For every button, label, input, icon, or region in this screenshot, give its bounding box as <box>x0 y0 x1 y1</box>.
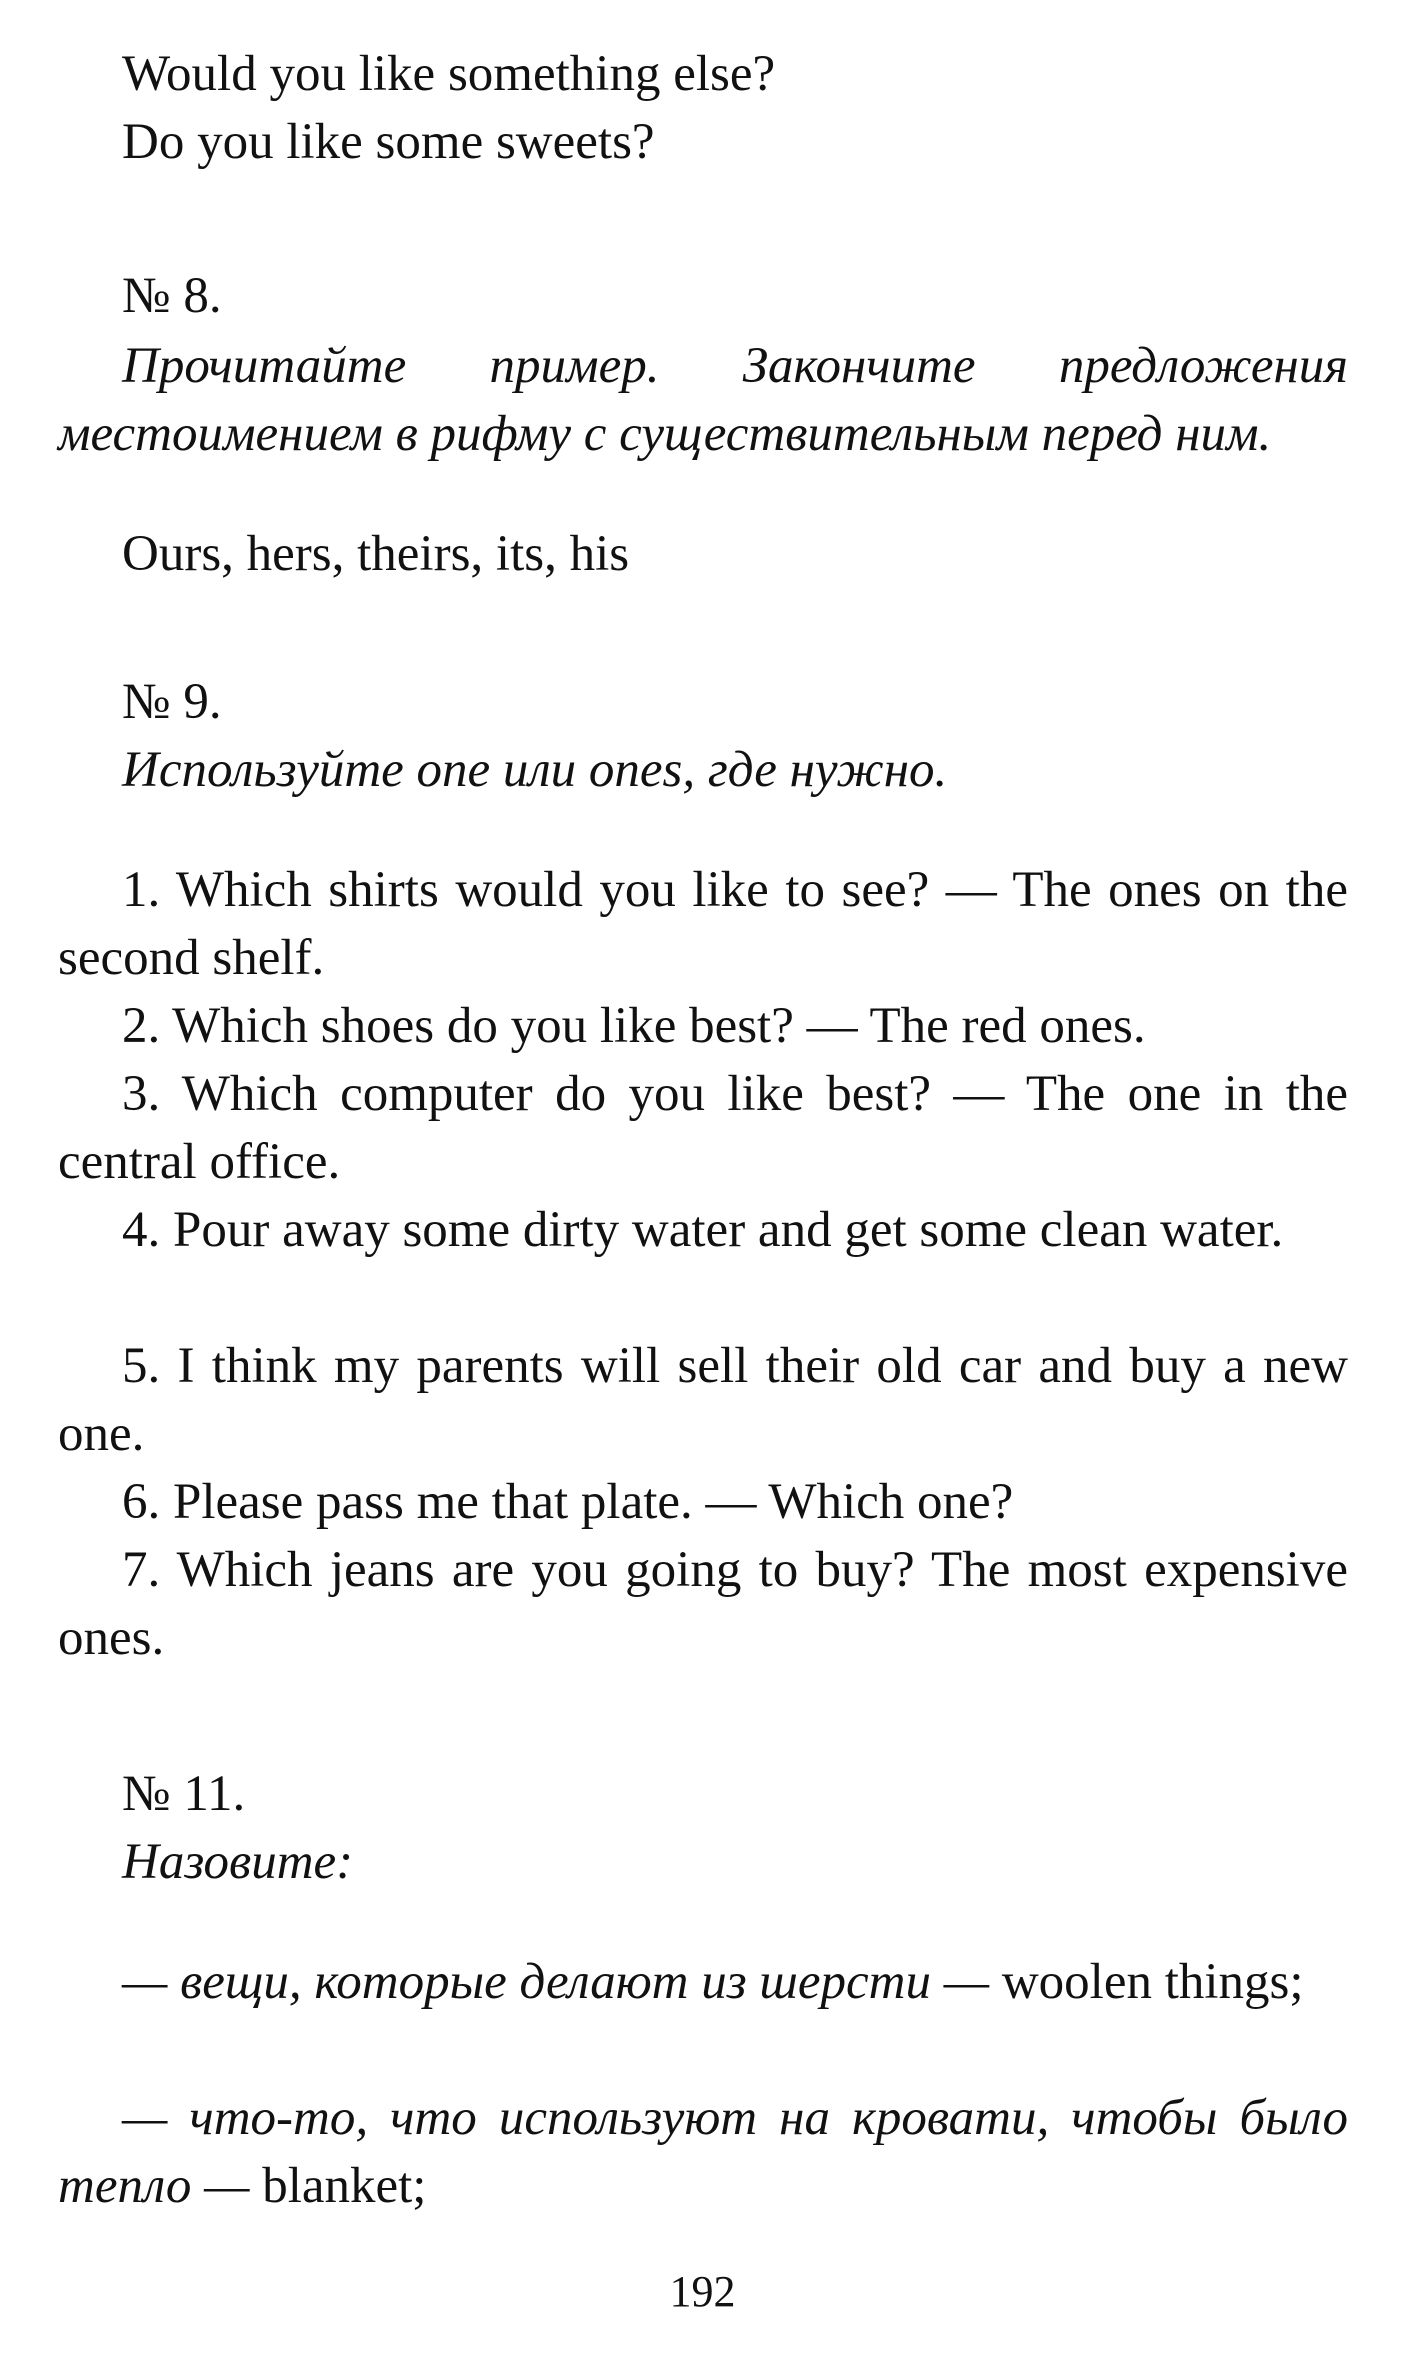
exercise-11-item-1 <box>58 1948 1348 2016</box>
exercise-11-item-1-prompt: — вещи, которые делают из шерсти — <box>122 1954 990 2010</box>
exercise-11-number: № 11. <box>122 1766 246 1822</box>
intro-line-1: Would you like something else? <box>122 46 776 102</box>
exercise-9-item-4: 4. Pour away some dirty water and get some clean water. <box>122 1202 1284 1258</box>
exercise-9-item-7: 7. Which jeans are you going to buy? The most expensive ones. <box>58 1542 1348 1666</box>
exercise-11-item-2-answer: blanket; <box>262 2158 427 2214</box>
exercise-9-item-2: 2. Which shoes do you like best? — The red ones. <box>122 998 1146 1054</box>
exercise-11-item-1-answer: woolen things; <box>1001 1954 1304 2010</box>
exercise-9-instruction: Используйте one или ones, где нужно. <box>122 742 948 798</box>
exercise-8-number: № 8. <box>122 268 222 324</box>
exercise-9-item-6: 6. Please pass me that plate. — Which one? <box>122 1474 1014 1530</box>
exercise-8-answer: Ours, hers, theirs, its, his <box>122 526 630 582</box>
exercise-9-item-3: 3. Which computer do you like best? — The one in the central office. <box>58 1066 1348 1190</box>
exercise-11-item-2 <box>58 2084 1348 2220</box>
exercise-9-number: № 9. <box>122 674 222 730</box>
exercise-11-instruction: Назовите: <box>122 1834 354 1890</box>
exercise-9-item-5: 5. I think my parents will sell their old car and buy a new one. <box>58 1338 1348 1462</box>
exercise-8-instruction: Прочитайте пример. Закончите предложения местоимением в рифму с существительным перед ним. <box>58 338 1348 462</box>
exercise-9-item-1: 1. Which shirts would you like to see? — The ones on the second shelf. <box>58 862 1348 986</box>
intro-line-2: Do you like some sweets? <box>122 114 655 170</box>
exercise-11-item-2-prompt: — что-то, что используют на кровати, чтобы было тепло — <box>58 2090 1348 2214</box>
page-number: 192 <box>669 2267 736 2316</box>
